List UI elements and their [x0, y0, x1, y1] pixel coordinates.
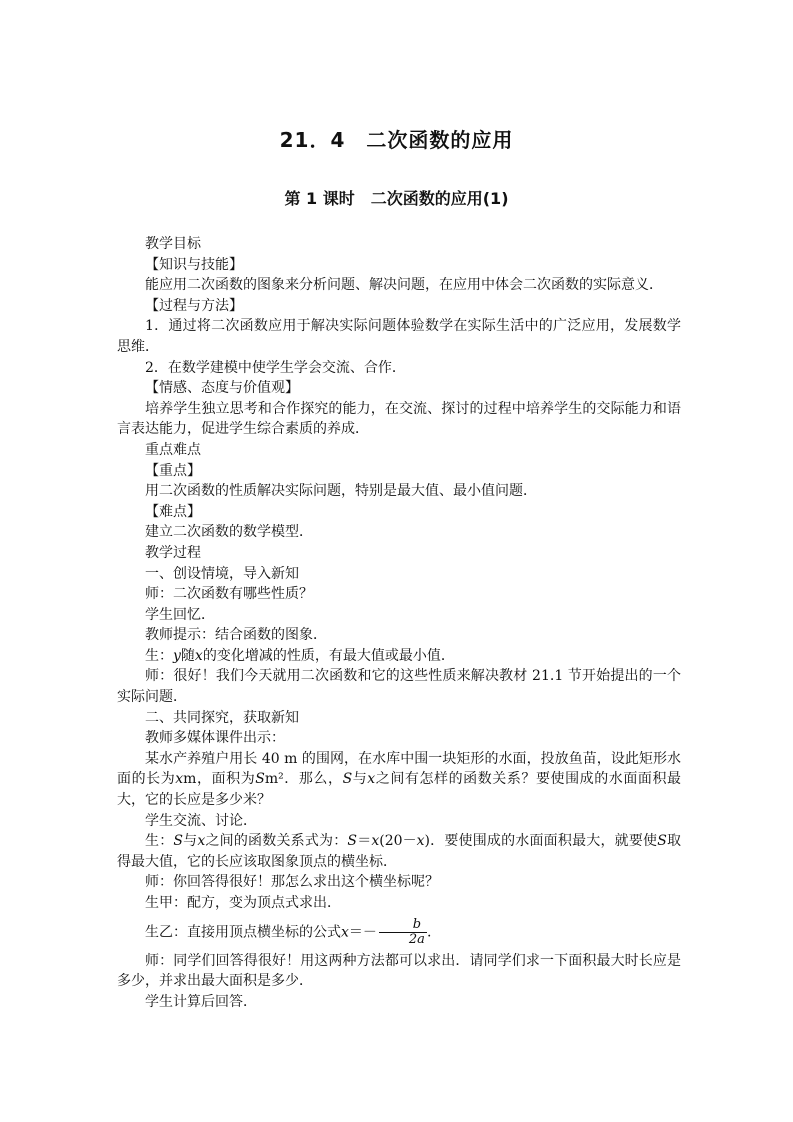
math-variable: x	[194, 647, 203, 664]
paragraph: 教师多媒体课件出示：	[145, 730, 285, 747]
paragraph: 一、创设情境，导入新知	[145, 565, 299, 582]
paragraph: 师：二次函数有哪些性质？	[145, 586, 313, 603]
paragraph: 重点难点	[145, 441, 201, 458]
paragraph: 【知识与技能】	[145, 256, 243, 273]
text-run: 的变化增减的性质，有最大值或最小值．	[202, 647, 455, 664]
paragraph: 学生计算后回答．	[145, 993, 257, 1010]
paragraph: 培养学生独立思考和合作探究的能力，在交流、探讨的过程中培养学生的交际能力和语言表达能力，促进学生综合素质的养成．	[117, 400, 681, 438]
text-run: 生：	[145, 647, 173, 664]
text-run: 取得最大值，它的长应该取图象顶点的横坐标．	[117, 833, 682, 870]
paragraph: 二、共同探究，获取新知	[145, 709, 299, 726]
paragraph: 教学目标	[145, 236, 201, 252]
math-variable: x	[341, 924, 349, 941]
math-variable: x	[197, 833, 206, 850]
fraction-numerator: b	[412, 916, 422, 932]
paragraph: 师：很好！我们今天就用二次函数和它的这些性质来解决教材 21.1 节开始提出的一个实际问题．	[117, 668, 681, 706]
text-run: 生：	[145, 833, 174, 850]
math-variable: S	[347, 833, 357, 850]
document-body	[117, 234, 681, 1012]
math-variable: x	[371, 833, 380, 850]
paragraph: 【重点】	[145, 462, 201, 479]
math-variable: x	[175, 771, 184, 788]
paragraph: 【难点】	[145, 503, 201, 520]
text-run: (20－	[379, 833, 417, 850]
vertex-formula-fraction	[379, 918, 427, 947]
math-variable: S	[657, 833, 667, 850]
paragraph: 师：你回答得很好！那怎么求出这个横坐标呢？	[145, 874, 439, 891]
paragraph	[117, 749, 681, 811]
paragraph: 师：同学们回答得很好！用这两种方法都可以求出．请同学们求一下面积最大时长应是多少，并求出最大面积是多少．	[117, 952, 681, 990]
math-variable: S	[342, 771, 353, 788]
paragraph: 生甲：配方，变为顶点式求出．	[145, 895, 341, 911]
math-variable: S	[255, 771, 265, 788]
paragraph: 用二次函数的性质解决实际问题，特别是最大值、最小值问题．	[145, 483, 537, 500]
fraction-denominator: 2a	[379, 932, 427, 947]
math-variable: S	[173, 833, 183, 850]
text-run: 与	[182, 833, 198, 850]
math-variable: x	[416, 833, 425, 850]
paragraph	[117, 646, 681, 667]
text-run: 生乙：直接用顶点横坐标的公式	[145, 924, 341, 941]
paragraph: 学生回忆．	[145, 606, 215, 623]
paragraph: 【过程与方法】	[145, 297, 243, 314]
paragraph: 学生交流、讨论．	[145, 812, 257, 829]
paragraph: 能应用二次函数的图象来分析问题、解决问题，在应用中体会二次函数的实际意义．	[145, 277, 663, 294]
text-run: ＝－	[348, 924, 377, 941]
paragraph	[117, 918, 681, 947]
text-run: 之间的函数关系式为：	[205, 833, 348, 850]
text-run: ＝	[357, 833, 372, 850]
paragraph	[117, 831, 681, 872]
paragraph: 教师提示：结合函数的图象．	[145, 627, 327, 644]
text-run: )．要使围成的水面面积最大，就要使	[424, 833, 658, 850]
text-run: 某水产养殖户用长 40 m 的围网，在水库中围一块矩形的水面，投放鱼苗，设此矩形水面的长为	[117, 750, 681, 788]
math-variable: y	[173, 647, 181, 664]
text-run: m，面积为	[183, 771, 256, 788]
text-run: .	[426, 924, 432, 941]
lesson-title: 第 1 课时 二次函数的应用(1)	[284, 189, 509, 208]
paragraph: 建立二次函数的数学模型．	[145, 524, 313, 541]
text-run: 之间有怎样的函数关系？要使围成的水面面积最大，它的长应是多少米？	[117, 771, 682, 809]
paragraph: 【情感、态度与价值观】	[145, 380, 299, 397]
text-run: 随	[180, 647, 195, 664]
paragraph: 2．在数学建模中使学生学会交流、合作．	[145, 359, 406, 376]
paragraph: 教学过程	[145, 544, 201, 561]
text-run: m²．那么，	[264, 771, 343, 788]
math-variable: x	[367, 771, 376, 788]
paragraph: 1．通过将二次函数应用于解决实际问题体验数学在实际生活中的广泛应用，发展数学思维．	[117, 318, 681, 355]
section-title: 21．4 二次函数的应用	[279, 128, 514, 152]
text-run: 与	[352, 771, 368, 788]
